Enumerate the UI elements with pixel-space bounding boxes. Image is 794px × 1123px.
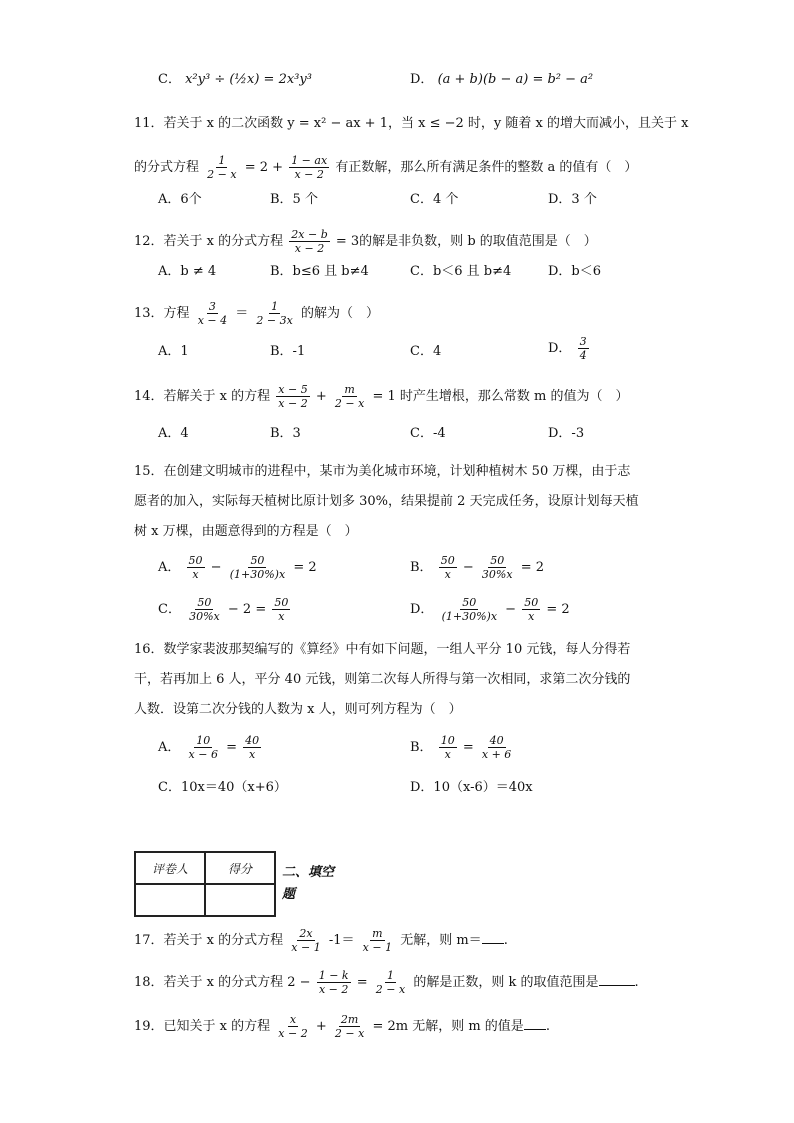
q14-fraction-2: $\frac{m}{2 - x}$ <box>334 383 365 410</box>
section-title: 二、填空 题 <box>282 865 335 902</box>
q11-option-d: D．3 个 <box>548 192 597 207</box>
q13-option-d: D． $\frac{3}{4}$ <box>548 335 587 362</box>
q19-fraction-1: $\frac{x}{x - 2}$ <box>278 1013 308 1040</box>
q10-option-c: C． x²y³ ÷ (½x) = 2x³y³ <box>158 72 312 87</box>
q12-stem: 12．若关于 x 的分式方程 $\frac{2x - b}{x - 2}$ = 3的解是非负数，则 b 的取值范围是（ ） <box>134 228 597 255</box>
q17-fraction-2: $\frac{m}{x - 1}$ <box>362 927 393 954</box>
q10-option-d-expr: (a + b)(b − a) = b² − a² <box>437 72 594 87</box>
q18-stem: 18．若关于 x 的分式方程 2 − $\frac{1 - k}{x - 2}$ = $\frac{1}{2 - x}$ 的解是正数，则 k 的取值范围是 . <box>134 969 639 996</box>
q14-option-c: C．-4 <box>410 426 446 441</box>
q14-option-d: D．-3 <box>548 426 585 441</box>
q15-option-a: A． $\frac{50}{x}$ − $\frac{50}{(1+30\%)x}$ = 2 <box>158 554 317 581</box>
q11-fraction-2: $\frac{1 - ax}{x - 2}$ <box>291 154 328 181</box>
q17-stem: 17．若关于 x 的分式方程 $\frac{2x}{x - 1}$ -1＝ $\frac{m}{x - 1}$ 无解，则 m＝ . <box>134 927 508 954</box>
q16-line2: 干，若再加上 6 人，平分 40 元钱，则第二次每人所得与第一次相同，求第二次分钱的 <box>134 672 631 687</box>
q12-option-d: D．b＜6 <box>548 264 602 279</box>
q12-fraction: $\frac{2x - b}{x - 2}$ <box>291 228 328 255</box>
q11-line1: 11．若关于 x 的二次函数 y = x² − ax + 1，当 x ≤ −2 时，y 随着 x 的增大而减小，且关于 x <box>134 116 689 131</box>
q18-answer-blank[interactable] <box>599 973 635 986</box>
q11-option-a: A．6个 <box>158 192 202 207</box>
q14-option-b: B．3 <box>270 426 301 441</box>
q15-option-d: D． $\frac{50}{(1+30\%)x}$ − $\frac{50}{x}$ = 2 <box>410 596 570 623</box>
q19-stem: 19．已知关于 x 的方程 $\frac{x}{x - 2}$ + $\frac{2m}{2 - x}$ = 2m 无解，则 m 的值是 . <box>134 1013 550 1040</box>
q19-fraction-2: $\frac{2m}{2 - x}$ <box>334 1013 365 1040</box>
score-table-cell-grader <box>135 884 205 916</box>
score-table-cell-score <box>205 884 275 916</box>
score-table-header-grader: 评卷人 <box>135 852 205 884</box>
q14-option-a: A．4 <box>158 426 189 441</box>
q16-option-b: B． $\frac{10}{x}$ = $\frac{40}{x + 6}$ <box>410 734 512 761</box>
q15-option-c: C． $\frac{50}{30\%x}$ − 2 = $\frac{50}{x}$ <box>158 596 289 623</box>
q11-option-c: C．4 个 <box>410 192 459 207</box>
q11-fraction-1: $\frac{1}{2 - x}$ <box>207 154 237 181</box>
q18-fraction-1: $\frac{1 - k}{x - 2}$ <box>318 969 349 996</box>
q16-option-d: D．10（x-6）＝40x <box>410 780 533 795</box>
q15-line1: 15．在创建文明城市的进程中，某市为美化城市环境，计划种植树木 50 万棵，由于志 <box>134 464 631 479</box>
q12-option-a: A．b ≠ 4 <box>158 264 217 279</box>
q13-fraction-2: $\frac{1}{2 - 3x}$ <box>256 300 293 327</box>
q17-fraction-1: $\frac{2x}{x - 1}$ <box>291 927 321 954</box>
q19-answer-blank[interactable] <box>524 1017 546 1030</box>
score-table <box>134 851 276 917</box>
q13-option-d-fraction: $\frac{3}{4}$ <box>579 335 587 362</box>
q13-option-a: A．1 <box>158 344 189 359</box>
q12-option-c: C．b＜6 且 b≠4 <box>410 264 512 279</box>
q13-option-b: B．-1 <box>270 344 306 359</box>
score-table-header-score: 得分 <box>205 852 275 884</box>
q13-fraction-1: $\frac{3}{x - 4}$ <box>197 300 228 327</box>
q15-line2: 愿者的加入，实际每天植树比原计划多 30%，结果提前 2 天完成任务，设原计划每天植 <box>134 494 639 509</box>
q15-option-b: B． $\frac{50}{x}$ − $\frac{50}{30\%x}$ = 2 <box>410 554 544 581</box>
q17-answer-blank[interactable] <box>482 931 504 944</box>
q18-fraction-2: $\frac{1}{2 - x}$ <box>375 969 406 996</box>
q13-stem: 13．方程 $\frac{3}{x - 4}$ ＝ $\frac{1}{2 - 3x}$ 的解为（ ） <box>134 300 379 327</box>
q16-line1: 16．数学家裴波那契编写的《算经》中有如下问题，一组人平分 10 元钱，每人分得若 <box>134 642 631 657</box>
q10-option-c-expr: x²y³ ÷ (½x) = 2x³y³ <box>185 72 312 87</box>
q11-option-b: B．5 个 <box>270 192 318 207</box>
q15-line3: 树 x 万棵，由题意得到的方程是（ ） <box>134 524 358 539</box>
q10-option-d: D． (a + b)(b − a) = b² − a² <box>410 72 594 87</box>
q16-line3: 人数．设第二次分钱的人数为 x 人，则可列方程为（ ） <box>134 702 462 717</box>
q16-option-a: A． $\frac{10}{x - 6}$ = $\frac{40}{x}$ <box>158 734 260 761</box>
q13-option-c: C．4 <box>410 344 442 359</box>
q11-line2: 的分式方程 $\frac{1}{2 - x}$ = 2 + $\frac{1 - ax}{x - 2}$ 有正数解，那么所有满足条件的整数 a 的值有（ ） <box>134 154 638 181</box>
q12-option-b: B．b≤6 且 b≠4 <box>270 264 369 279</box>
q14-stem: 14．若解关于 x 的方程 $\frac{x - 5}{x - 2}$ + $\frac{m}{2 - x}$ = 1 时产生增根，那么常数 m 的值为（ ） <box>134 383 629 410</box>
q14-fraction-1: $\frac{x - 5}{x - 2}$ <box>278 383 308 410</box>
q16-option-c: C．10x＝40（x+6） <box>158 780 287 795</box>
